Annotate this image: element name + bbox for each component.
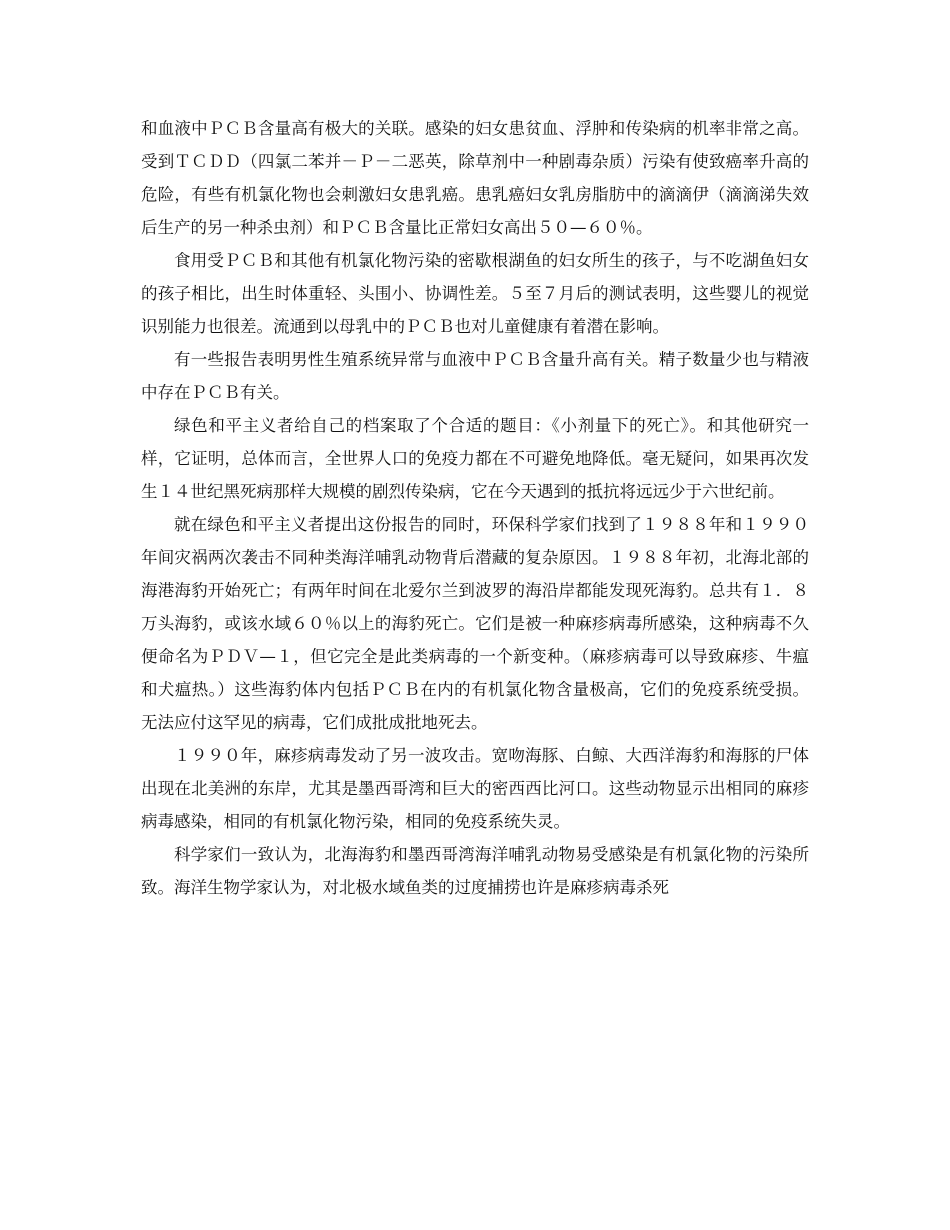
paragraph-1: 和血液中ＰＣＢ含量高有极大的关联。感染的妇女患贫血、浮肿和传染病的机率非常之高。受到ＴＣＤＤ（四氯二苯并－Ｐ－二恶英，除草剂中一种剧毒杂质）污染有使致癌率升高的危险，有些有机氯化物也会刺激妇女患乳癌。患乳癌妇女乳房脂肪中的滴滴伊（滴滴涕失效后生产的另一种杀虫剂）和ＰＣＢ含量比正常妇女高出５０—６０％。 bbox=[141, 119, 809, 237]
paragraph-3: 有一些报告表明男性生殖系统异常与血液中ＰＣＢ含量升高有关。精子数量少也与精液中存在ＰＣＢ有关。 bbox=[141, 350, 809, 402]
document-page bbox=[141, 112, 809, 904]
paragraph-7: 科学家们一致认为，北海海豹和墨西哥湾海洋哺乳动物易受感染是有机氯化物的污染所致。海洋生物学家认为，对北极水域鱼类的过度捕捞也许是麻疹病毒杀死 bbox=[141, 845, 809, 897]
paragraph-6: １９９０年，麻疹病毒发动了另一波攻击。宽吻海豚、白鲸、大西洋海豹和海豚的尸体出现在北美洲的东岸，尤其是墨西哥湾和巨大的密西西比河口。这些动物显示出相同的麻疹病毒感染，相同的有机氯化物污染，相同的免疫系统失灵。 bbox=[141, 746, 809, 831]
paragraph-2: 食用受ＰＣＢ和其他有机氯化物污染的密歇根湖鱼的妇女所生的孩子，与不吃湖鱼妇女的孩子相比，出生时体重轻、头围小、协调性差。５至７月后的测试表明，这些婴儿的视觉识别能力也很差。流通到以母乳中的ＰＣＢ也对儿童健康有着潜在影响。 bbox=[141, 251, 809, 336]
paragraph-5: 就在绿色和平主义者提出这份报告的同时，环保科学家们找到了１９８８年和１９９０年间灾祸两次袭击不同种类海洋哺乳动物背后潜藏的复杂原因。１９８８年初，北海北部的海港海豹开始死亡；有两年时间在北爱尔兰到波罗的海沿岸都能发现死海豹。总共有１．８万头海豹，或该水域６０％以上的海豹死亡。它们是被一种麻疹病毒所感染，这种病毒不久便命名为ＰＤＶ—１，但它完全是此类病毒的一个新变种。（麻疹病毒可以导致麻疹、牛瘟和犬瘟热。）这些海豹体内包括ＰＣＢ在内的有机氯化物含量极高，它们的免疫系统受损。无法应付这罕见的病毒，它们成批成批地死去。 bbox=[141, 515, 809, 732]
paragraph-4: 绿色和平主义者给自己的档案取了个合适的题目：《小剂量下的死亡》。和其他研究一样，它证明，总体而言，全世界人口的免疫力都在不可避免地降低。毫无疑问，如果再次发生１４世纪黑死病那样大规模的剧烈传染病，它在今天遇到的抵抗将远远少于六世纪前。 bbox=[141, 416, 809, 501]
